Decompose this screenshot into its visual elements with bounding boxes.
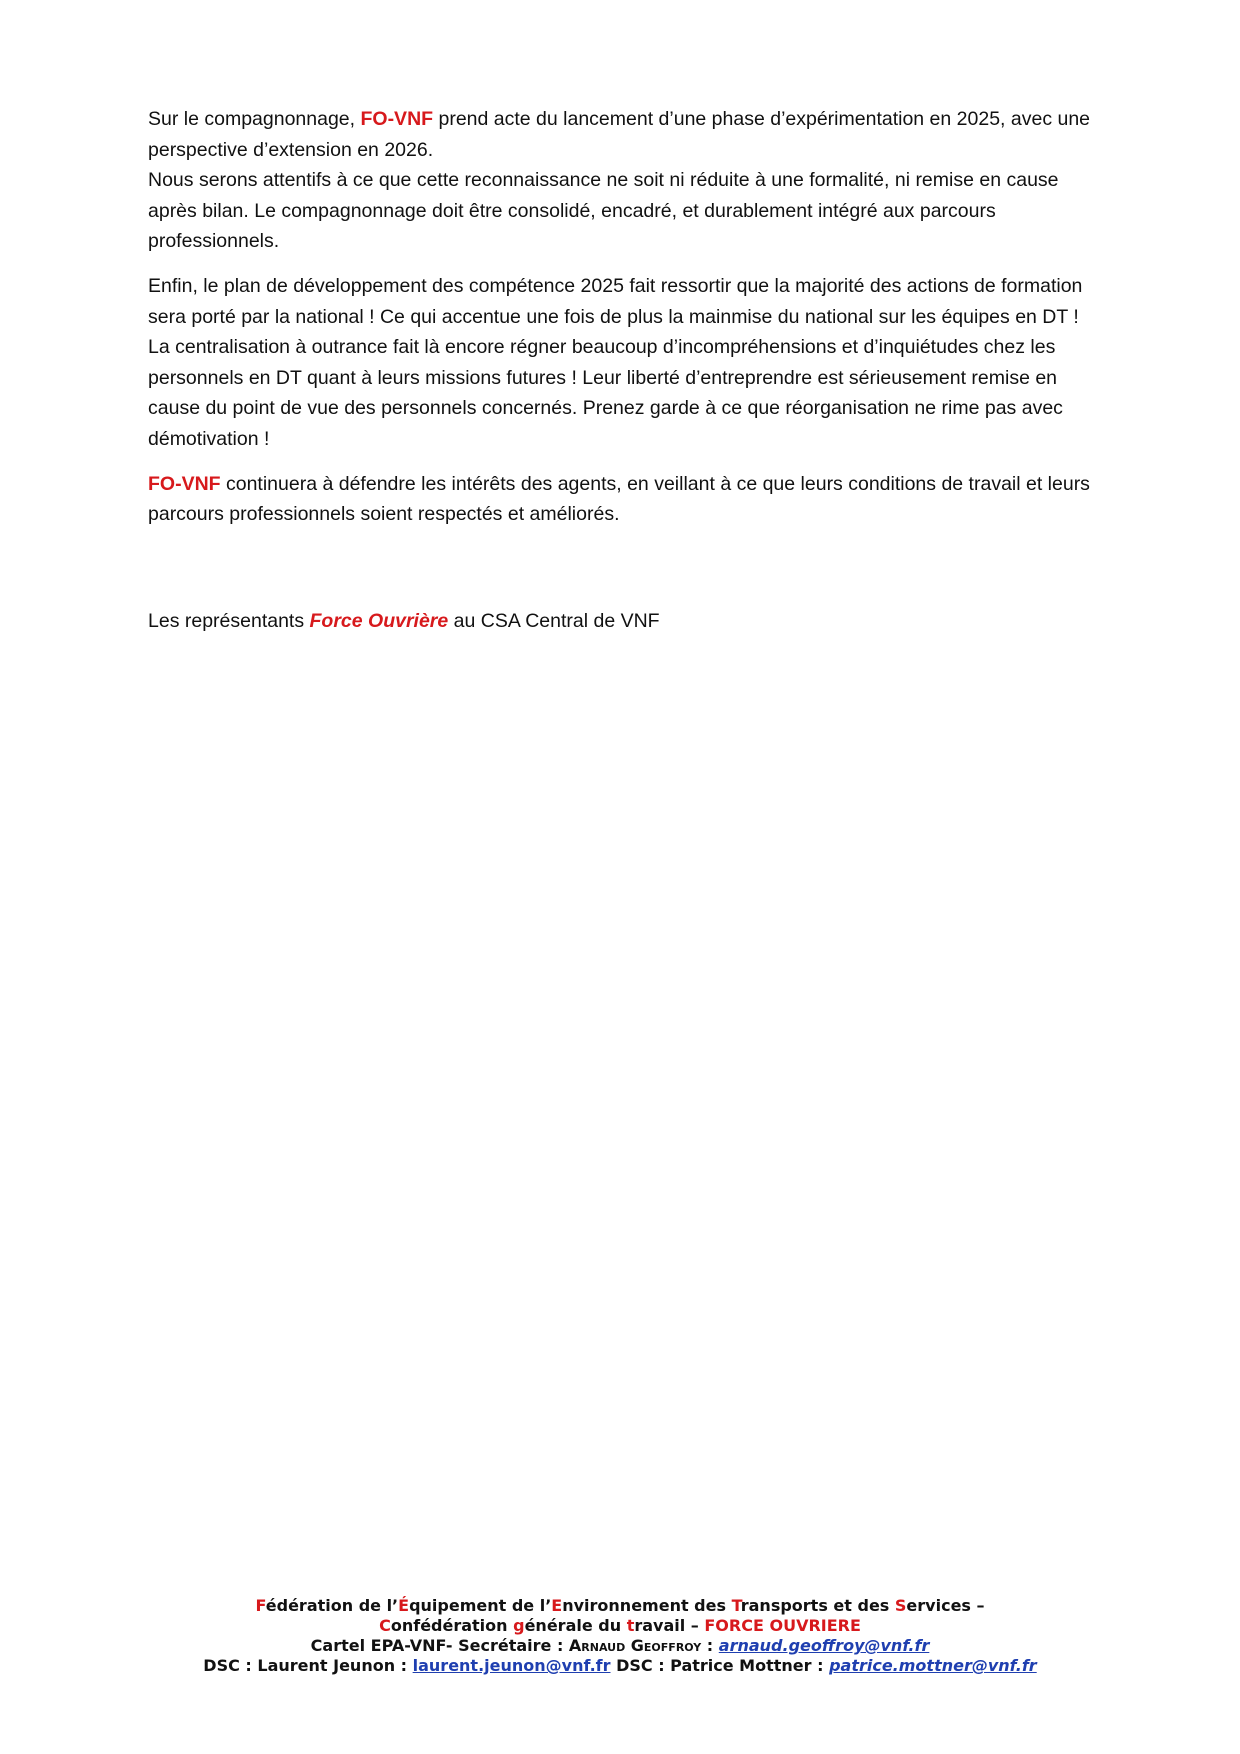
footer — [120, 1596, 1120, 1676]
text: énérale du — [524, 1616, 627, 1635]
text: ravail – — [634, 1616, 705, 1635]
text: Sur le compagnonnage, — [148, 108, 361, 130]
footer-line-federation — [120, 1596, 1120, 1616]
org-name: FO-VNF — [148, 472, 221, 495]
text: ervices – — [906, 1596, 985, 1615]
initial: T — [731, 1596, 741, 1615]
email-link-mottner[interactable]: patrice.mottner@vnf.fr — [829, 1656, 1037, 1675]
org-name: FORCE OUVRIERE — [704, 1616, 861, 1635]
footer-line-dsc — [120, 1656, 1120, 1676]
text: quipement de l’ — [409, 1596, 552, 1615]
body-text — [148, 104, 1098, 530]
footer-line-cartel — [120, 1636, 1120, 1656]
paragraph-plan-developpement: Enfin, le plan de développement des compétence 2025 fait ressortir que la majorité des actions de formation sera porté par la national ! Ce qui accentue une fois de plus la mainmise du national sur les équipes en DT ! La centralisation à outrance fait là encore régner beaucoup d’incompréhensions et d’inquiétudes chez les personnels en DT quant à leurs missions futures ! Leur liberté d’entreprendre est sérieusement remise en cause du point de vue des personnels concernés. Prenez garde à ce que réorganisation ne rime pas avec démotivation ! — [148, 274, 1083, 450]
org-name: Force Ouvrière — [309, 610, 449, 632]
footer-line-confederation — [120, 1616, 1120, 1636]
text: onfédération — [390, 1616, 514, 1635]
text: DSC : Patrice Mottner : — [610, 1656, 830, 1675]
text: Les représentants — [148, 610, 310, 632]
text: : — [701, 1636, 719, 1655]
text: Cartel EPA-VNF- Secrétaire : — [310, 1636, 569, 1655]
org-name: FO-VNF — [360, 108, 434, 130]
initial: g — [513, 1616, 525, 1635]
text: ransports et des — [740, 1596, 895, 1615]
text: continuera à défendre les intérêts des agents, en veillant à ce que leurs conditions de travail et leurs parcours professionnels soient respectés et améliorés. — [148, 472, 1090, 526]
initial: C — [379, 1616, 391, 1635]
paragraph-compagnonnage — [148, 104, 1098, 257]
initial: E — [551, 1596, 563, 1615]
text: au CSA Central de VNF — [448, 610, 660, 632]
text: DSC : Laurent Jeunon : — [203, 1656, 413, 1675]
initial: t — [626, 1616, 635, 1635]
text: Nous serons attentifs à ce que cette reconnaissance ne soit ni réduite à une formalité, ni remise en cause après bilan. Le compagnonnage doit être consolidé, encadré, et durablement intégré aux parcours professionnels. — [148, 169, 1059, 253]
initial: É — [398, 1596, 410, 1615]
text: nvironnement des — [562, 1596, 732, 1615]
text: édération de l’ — [265, 1596, 399, 1615]
text: prend acte du lancement d’une phase d’expérimentation en 2025, avec une perspective d’extension en 2026. — [148, 108, 1091, 161]
email-link-geoffroy[interactable]: arnaud.geoffroy@vnf.fr — [718, 1636, 930, 1655]
paragraph-conclusion — [148, 469, 1098, 530]
initial: F — [255, 1596, 266, 1615]
initial: S — [894, 1596, 907, 1615]
secretary-name: Arnaud Geoffroy — [568, 1636, 702, 1655]
signature — [148, 606, 660, 636]
email-link-jeunon[interactable]: laurent.jeunon@vnf.fr — [412, 1656, 611, 1675]
